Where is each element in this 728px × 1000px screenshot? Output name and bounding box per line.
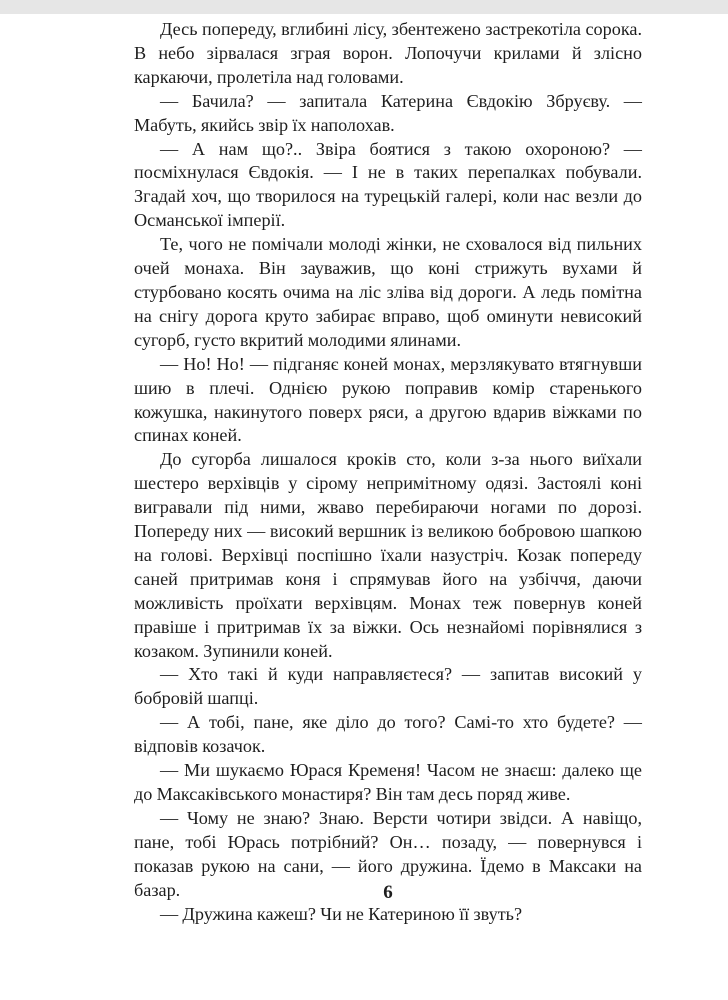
paragraph: — А тобі, пане, яке діло до того? Самі-то хто будете? — відповів козачок. bbox=[134, 712, 642, 757]
paragraph: Те, чого не помічали молоді жінки, не сховалося від пильних очей монаха. Він зауважив, що коні стрижуть вухами й стурбовано косять очима на ліс зліва від дороги. А ледь помітна на снігу дорога круто забирає вправо, щоб оминути невисокий сугорб, густо вкритий молодими ялинами. bbox=[134, 234, 642, 350]
paragraph: — Чому не знаю? Знаю. Версти чотири звідси. А навіщо, пане, тобі Юрась потрібний? Он… позаду, — повернувся і показав рукою на сани, — його дружина. Їдемо в Максаки на базар. bbox=[134, 807, 642, 900]
top-edge-bar bbox=[0, 0, 728, 14]
paragraph: До сугорба лишалося кроків сто, коли з-за нього виїхали шестеро верхівців у сірому непримітному одязі. Застоялі коні вигравали під ними, жваво перебираючи ногами по дорозі. Попереду них — високий вершник із великою бобровою шапкою на голові. Верхівці поспішно їхали назустріч. Козак попереду саней притримав коня і спрямував його на узбіччя, даючи можливість проїхати верхівцям. Монах теж повернув коней правіше і притримав їх за віжки. Ось незнайомі порівнялися з козаком. Зупинили коней. bbox=[134, 449, 642, 661]
paragraph: — Но! Но! — підганяє коней монах, мерзлякувато втягнувши шию в плечі. Однією рукою поправив комір старенького кожушка, накинутого поверх ряси, а другою вдарив віжками по спинах коней. bbox=[134, 353, 642, 446]
paragraph: — Ми шукаємо Юрася Кременя! Часом не знаєш: далеко ще до Максаківського монастиря? Він там десь поряд живе. bbox=[134, 760, 642, 804]
paragraph: Десь попереду, вглибині лісу, збентежено застрекотіла сорока. В небо зірвалася зграя ворон. Лопочучи крилами й злісно каркаючи, пролетіла над головами. bbox=[134, 19, 642, 87]
paragraph: — Хто такі й куди направляєтеся? — запитав високий у бобровій шапці. bbox=[134, 664, 642, 709]
paragraph: — Бачила? — запитала Катерина Євдокію Збруєву. — Мабуть, якийсь звір їх наполохав. bbox=[134, 90, 642, 135]
paragraph: — А нам що?.. Звіра боятися з такою охороною? — посміхнулася Євдокія. — І не в таких перепалках побували. Згадай хоч, що творилося на турецькій галері, коли нас везли до Османської імперії. bbox=[134, 138, 642, 231]
paragraph: — Дружина кажеш? Чи не Катериною її звуть? bbox=[160, 903, 523, 924]
page-number: 6 bbox=[383, 882, 393, 903]
book-page-text bbox=[134, 18, 642, 926]
